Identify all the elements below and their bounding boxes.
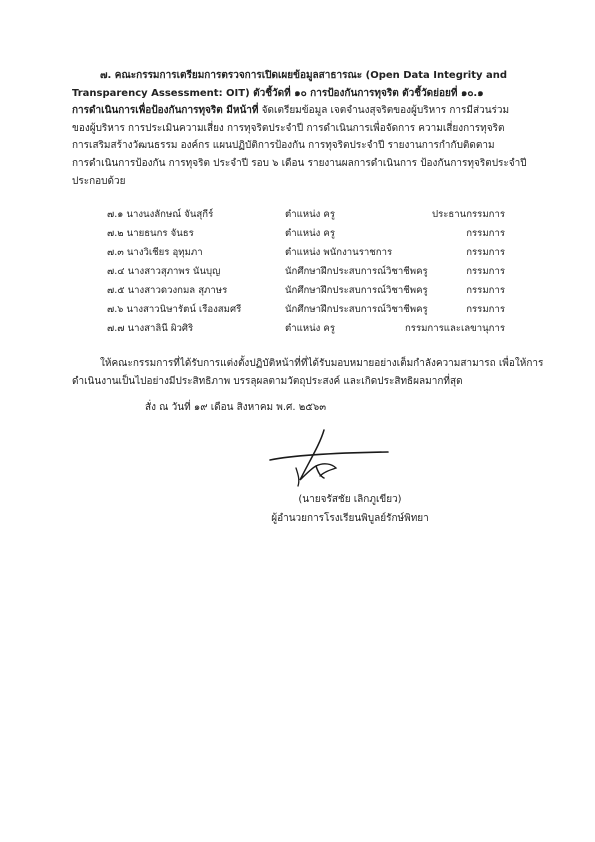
closing-line-1: ให้คณะกรรมการที่ได้รับการแต่งตั้งปฏิบัติหน้าที่ที่ได้รับมอบหมายอย่างเต็มกำลังความสามารถ เพื่อให้การ [100,358,544,369]
closing-line-2: ดำเนินงานเป็นไปอย่างมีประสิทธิภาพ บรรลุผลตามวัตถุประสงค์ และเกิดประสิทธิผลมากที่สุด [72,375,463,387]
committee-member-list [107,207,527,340]
order-date: สั่ง ณ วันที่ ๑๙ เดือน สิงหาคม พ.ศ. ๒๕๖๓ [145,402,327,413]
member-row [107,245,527,264]
heading-line-5: การเสริมสร้างวัฒนธรรม องค์กร แผนปฏิบัติการป้องกัน การทุจริตประจำปี รายงานการกำกับติดตาม [72,140,495,152]
heading-line-4: ของผู้บริหาร การประเมินความเสี่ยง การทุจริตประจำปี การดำเนินการเพื่อจัดการ ความเสี่ยงการทุจริต [72,122,505,134]
member-name: ๗.๒ นายธนกร จันธร [107,228,194,239]
member-name: ๗.๑ นางนงลักษณ์ จันสุกีร์ [107,209,214,220]
closing-paragraph [72,355,544,390]
member-row [107,207,527,226]
heading-paragraph [72,67,527,190]
member-position: นักศึกษาฝึกประสบการณ์วิชาชีพครู [285,266,428,277]
heading-line-1: ๗. คณะกรรมการเตรียมการตรวจการเปิดเผยข้อมูลสาธารณะ (Open Data Integrity and [100,70,508,81]
heading-line-2: Transparency Assessment: OIT) ตัวชี้วัดที่ ๑๐ การป้องกันการทุจริต ตัวชี้วัดย่อยที่ ๑๐.๑ [72,87,484,99]
member-role: กรรมการ [466,304,505,315]
heading-line-3: การดำเนินการเพื่อป้องกันการทุจริต มีหน้าที่ จัดเตรียมข้อมูล เจตจำนงสุจริตของผู้บริหาร การมีส่วนร่วม [72,105,510,117]
member-role: กรรมการ [466,285,505,296]
member-position: ตำแหน่ง ครู [285,209,335,220]
heading-line-6: การดำเนินการป้องกัน การทุจริต ประจำปี รอบ ๖ เดือน รายงานผลการดำเนินการ ป้องกันการทุจริตประจำปี [72,157,527,169]
member-row [107,321,527,340]
member-row [107,283,527,302]
member-role: กรรมการ [466,266,505,277]
member-row [107,264,527,283]
signer-title: ผู้อำนวยการโรงเรียนพิบูลย์รักษ์พิทยา [271,513,429,524]
member-name: ๗.๕ นางสาวดวงกมล สุภาษร [107,285,228,296]
member-name: ๗.๗ นางสาลินี ผิวศิริ [107,323,194,334]
member-position: ตำแหน่ง ครู [285,323,335,334]
signer-block [265,490,435,528]
member-role: กรรมการ [466,247,505,258]
member-position: ตำแหน่ง ครู [285,228,335,239]
member-name: ๗.๔ นางสาวสุภาพร นันบุญ [107,266,221,277]
member-row [107,226,527,245]
member-name: ๗.๓ นางวิเชียร อุทุมภา [107,247,203,258]
heading-line-7: ประกอบด้วย [72,175,126,187]
member-role: กรรมการและเลขานุการ [404,323,505,334]
member-role: กรรมการ [466,228,505,239]
member-position: ตำแหน่ง พนักงานราชการ [285,247,393,258]
signature-image [262,426,392,492]
member-name: ๗.๖ นางสาวนิษารัตน์ เรืองสมศรี [107,304,242,315]
member-role: ประธานกรรมการ [432,209,505,220]
member-position: นักศึกษาฝึกประสบการณ์วิชาชีพครู [285,304,428,315]
member-position: นักศึกษาฝึกประสบการณ์วิชาชีพครู [285,285,428,296]
signer-name: (นายจรัสชัย เลิกภูเขียว) [298,494,402,505]
member-row [107,302,527,321]
